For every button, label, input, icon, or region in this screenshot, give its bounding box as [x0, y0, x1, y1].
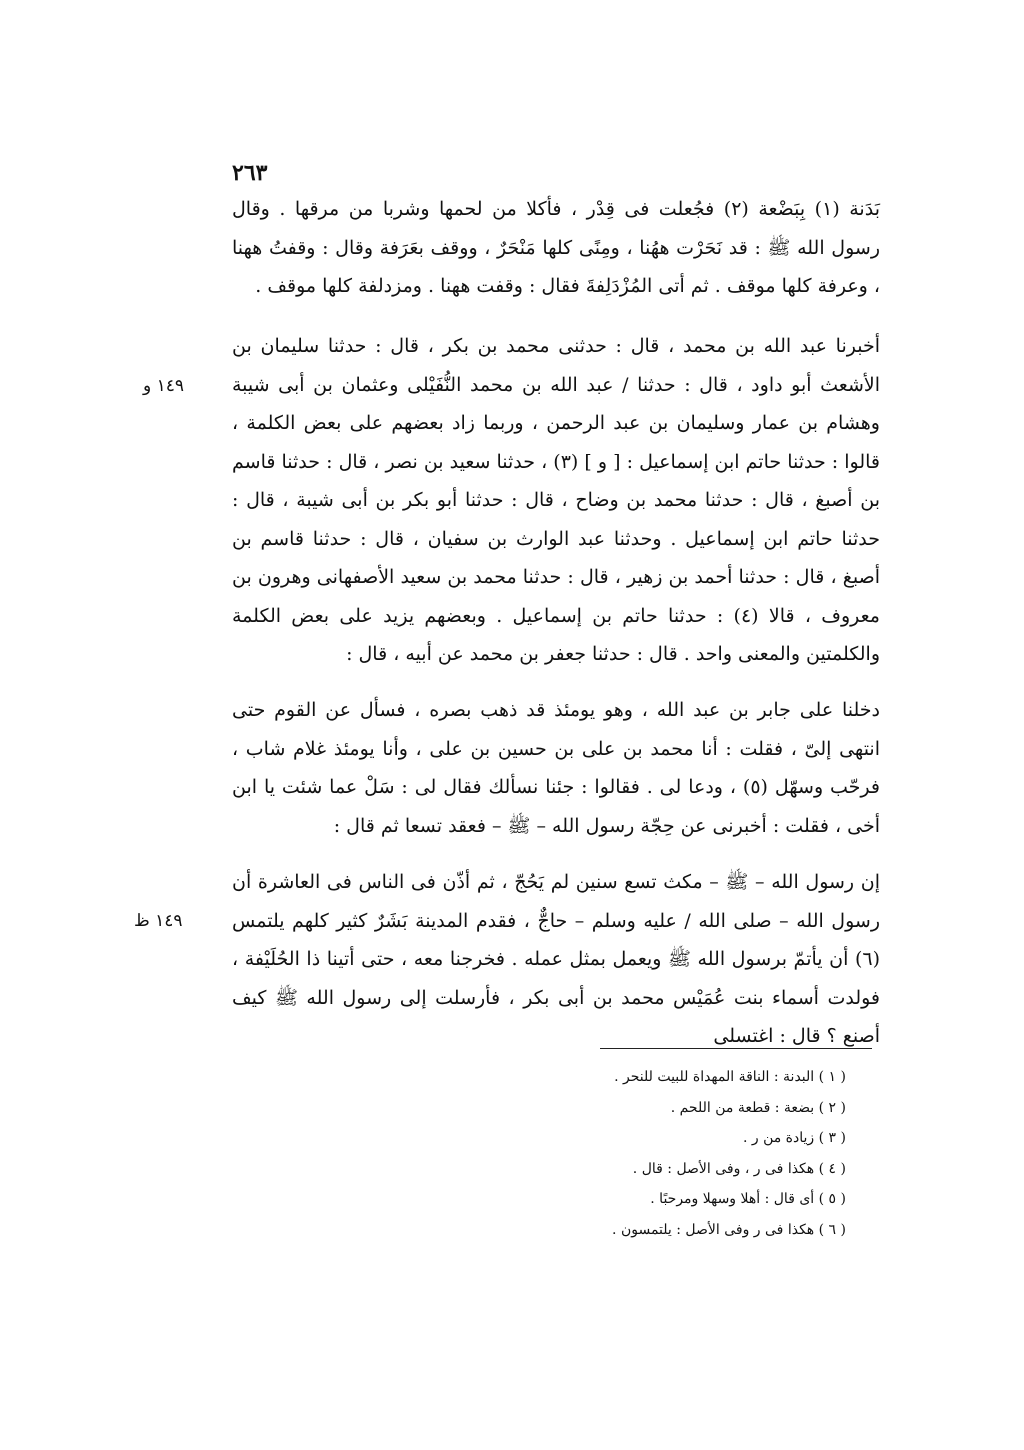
footnote: ( ٤ ) هكذا فى ر ، وفى الأصل : قال .	[632, 1160, 846, 1177]
footnote-divider	[600, 1048, 872, 1049]
footnote: ( ٣ ) زيادة من ر .	[742, 1130, 846, 1146]
paragraph-2: أخبرنا عبد الله بن محمد ، قال : حدثنى محمد بن بكر ، قال : حدثنا سليمان بن الأشعث أبو داود ، قال : حدثنا / عبد الله بن محمد النُّفَيْلى وعثمان بن أبى شيبة وهشام بن عمار وسليمان بن عبد الرحمن ، وربما زاد بعضهم على بعض الكلمة ، قالوا : حدثنا حاتم ابن إسماعيل : [ و ] (٣) ، حدثنا سعيد بن نصر ، قال : حدثنا قاسم بن أصبغ ، قال : حدثنا محمد بن وضاح ، قال : حدثنا أبو بكر بن أبى شيبة ، قال : حدثنا حاتم ابن إسماعيل . وحدثنا عبد الوارث بن سفيان ، قال : حدثنا قاسم بن أصبغ ، قال : حدثنا أحمد بن زهير ، قال : حدثنا محمد بن سعيد الأصفهانى وهرون بن معروف ، قالا (٤) : حدثنا حاتم بن إسماعيل . وبعضهم يزيد على بعض الكلمة والكلمتين والمعنى واحد . قال : حدثنا جعفر بن محمد عن أبيه ، قال :	[232, 335, 881, 665]
paragraph-1: بَدَنة (١) بِبَضْعة (٢) فجُعلت فى قِدْر ، فأكلا من لحمها وشربا من مرقها . وقال رسول الله ﷺ : قد نَحَرْت ههُنا ، ومِنًى كلها مَنْحَرٌ ، ووقف بعَرَفة وقال : وقفتُ ههنا ، وعرفة كلها موقف . ثم أتى المُزْدَلِفةَ فقال : وقفت ههنا . ومزدلفة كلها موقف .	[232, 198, 880, 297]
footnote: ( ٦ ) هكذا فى ر وفى الأصل : يلتمسون .	[612, 1221, 846, 1238]
footnote: ( ٥ ) أى قال : أهلا وسهلا ومرحبًا .	[650, 1191, 846, 1207]
page-number: ٢٦٣	[232, 160, 268, 186]
margin-folio-recto: ١٤٩ و	[143, 376, 185, 396]
paragraph-3: دخلنا على جابر بن عبد الله ، وهو يومئذ قد ذهب بصره ، فسأل عن القوم حتى انتهى إلىّ ، فقلت : أنا محمد بن على بن حسين بن على ، وأنا يومئذ غلام شاب ، فرحّب وسهّل (٥) ، ودعا لى . فقالوا : جئنا نسألك فقال لى : سَلْ عما شئت يا ابن أخى ، فقلت : أخبرنى عن حِجّة رسول الله – ﷺ – فعقد تسعا ثم قال :	[232, 699, 880, 837]
footnote: ( ٢ ) بضعة : قطعة من اللحم .	[670, 1099, 846, 1116]
footnote: ( ١ ) البدنة : الناقة المهداة للبيت للنحر .	[614, 1069, 846, 1085]
footnotes-list	[520, 1062, 846, 1245]
paragraph-4: إن رسول الله – ﷺ – مكث تسع سنين لم يَحُجّ ، ثم أذّن فى الناس فى العاشرة أن رسول الله – صلى الله / عليه وسلم – حاجٌّ ، فقدم المدينة بَشَرٌ كثير كلهم يلتمس (٦) أن يأتمّ برسول الله ﷺ ويعمل بمثل عمله . فخرجنا معه ، حتى أتينا ذا الحُلَيْفة ، فولدت أسماء بنت عُمَيْس محمد بن أبى بكر ، فأرسلت إلى رسول الله ﷺ كيف أصنع ؟ قال : اغتسلى	[232, 871, 880, 1047]
margin-folio-verso: ١٤٩ ظ	[134, 911, 183, 931]
